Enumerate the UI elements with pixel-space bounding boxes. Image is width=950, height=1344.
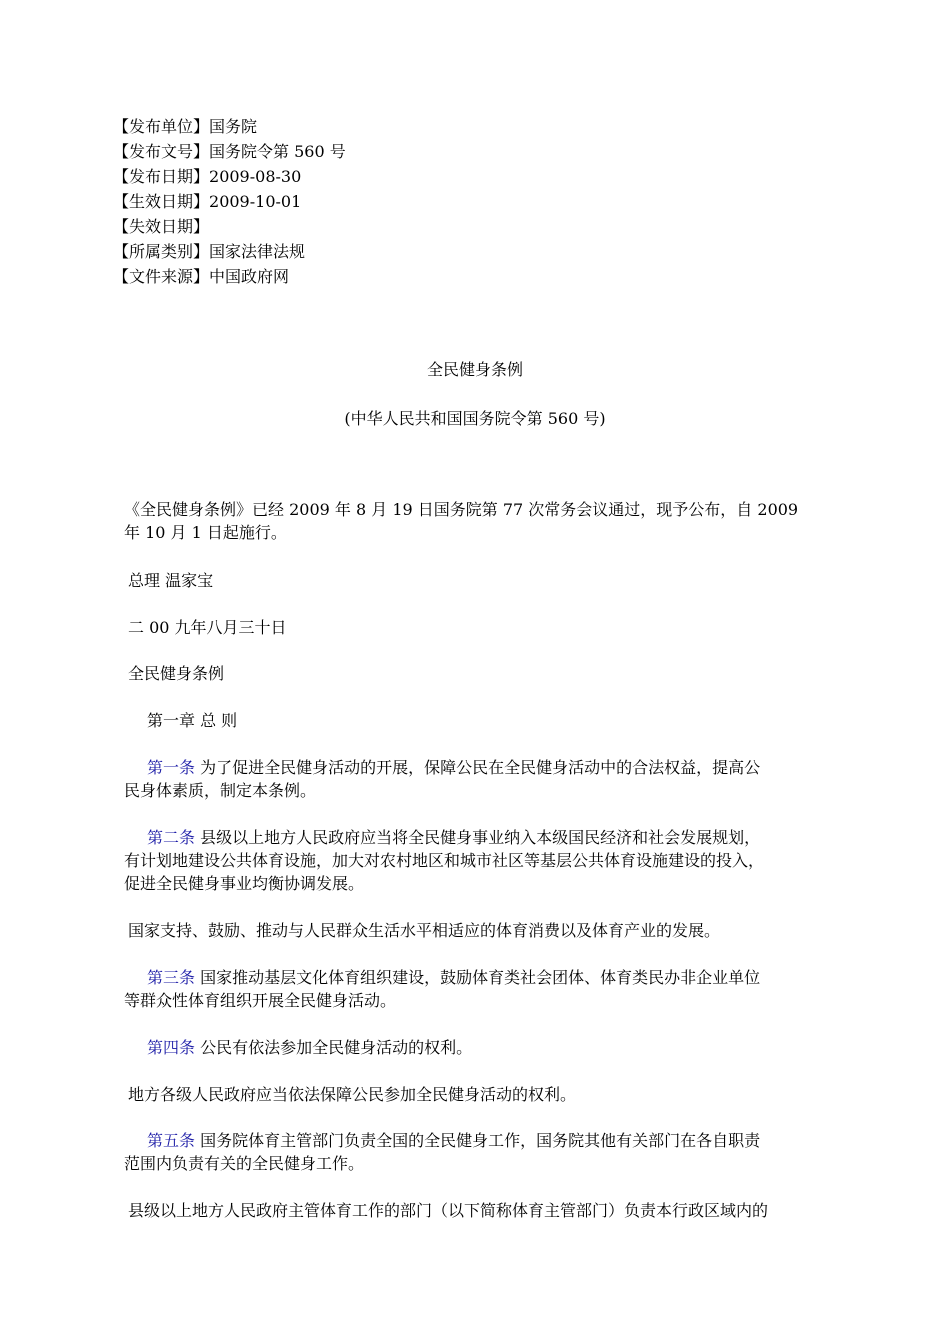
meta-row-doc-number [113,139,346,164]
document-title: 全民健身条例 [426,360,523,379]
meta-value: 国家法律法规 [209,242,306,261]
meta-value: 中国政府网 [209,267,290,286]
meta-label: 【文件来源】 [113,267,210,286]
meta-label: 【所属类别】 [113,242,210,261]
paragraph-local: 地方各级人民政府应当依法保障公民参加全民健身活动的权利。 [128,1085,577,1104]
document-subtitle: (中华人民共和国国务院令第 560 号) [344,409,606,428]
meta-value: 国务院 [209,117,258,136]
meta-value: 2009-10-01 [209,192,302,211]
article-5 [124,1129,824,1175]
meta-row-issuer [113,114,346,139]
article-label: 第五条 [147,1131,196,1150]
article-line: 有计划地建设公共体育设施，加大对农村地区和城市社区等基层公共体育设施建设的投入， [124,851,765,870]
meta-label: 【发布单位】 [113,117,210,136]
article-label: 第二条 [147,828,196,847]
meta-value: 国务院令第 560 号 [209,142,346,161]
meta-row-source [113,264,346,289]
meta-row-issue-date [113,164,346,189]
signing-date: 二 00 九年八月三十日 [128,618,287,637]
meta-value: 2009-08-30 [209,167,302,186]
meta-label: 【生效日期】 [113,192,210,211]
article-line: 民身体素质，制定本条例。 [124,781,317,800]
article-text: 为了促进全民健身活动的开展，保障公民在全民健身活动中的合法权益，提高公 [195,758,761,777]
article-1 [124,756,824,802]
meta-row-expiry-date [113,214,346,239]
meta-row-category [113,239,346,264]
article-line: 促进全民健身事业均衡协调发展。 [124,874,365,893]
meta-row-effective-date [113,189,346,214]
article-text: 国家推动基层文化体育组织建设，鼓励体育类社会团体、体育类民办非企业单位 [195,968,761,987]
article-3 [124,966,824,1012]
article-label: 第三条 [147,968,196,987]
signer: 总理 温家宝 [128,571,214,590]
paragraph-county: 县级以上地方人民政府主管体育工作的部门（以下简称体育主管部门）负责本行政区域内的 [128,1201,769,1220]
chapter-heading: 第一章 总 则 [147,711,238,730]
paragraph-support: 国家支持、鼓励、推动与人民群众生活水平相适应的体育消费以及体育产业的发展。 [128,921,721,940]
article-text: 县级以上地方人民政府应当将全民健身事业纳入本级国民经济和社会发展规划， [195,828,761,847]
article-line: 范围内负责有关的全民健身工作。 [124,1154,365,1173]
meta-label: 【失效日期】 [113,217,210,236]
promulgation-line: 《全民健身条例》已经 2009 年 8 月 19 日国务院第 77 次常务会议通过，现予公布，自 2009 [124,500,799,519]
article-label: 第四条 [147,1038,196,1057]
article-2 [124,826,824,895]
body-title: 全民健身条例 [128,664,225,683]
article-line [124,1036,824,1059]
article-text: 国务院体育主管部门负责全国的全民健身工作，国务院其他有关部门在各自职责 [195,1131,761,1150]
article-line [124,1129,824,1152]
promulgation-line: 年 10 月 1 日起施行。 [124,523,287,542]
article-line [124,826,824,849]
article-line [124,756,824,779]
article-4 [124,1036,824,1059]
metadata-block [113,114,346,289]
meta-label: 【发布日期】 [113,167,210,186]
article-label: 第一条 [147,758,196,777]
article-text: 公民有依法参加全民健身活动的权利。 [195,1038,473,1057]
promulgation-paragraph [124,498,824,544]
article-line: 等群众性体育组织开展全民健身活动。 [124,991,397,1010]
article-line [124,966,824,989]
meta-label: 【发布文号】 [113,142,210,161]
